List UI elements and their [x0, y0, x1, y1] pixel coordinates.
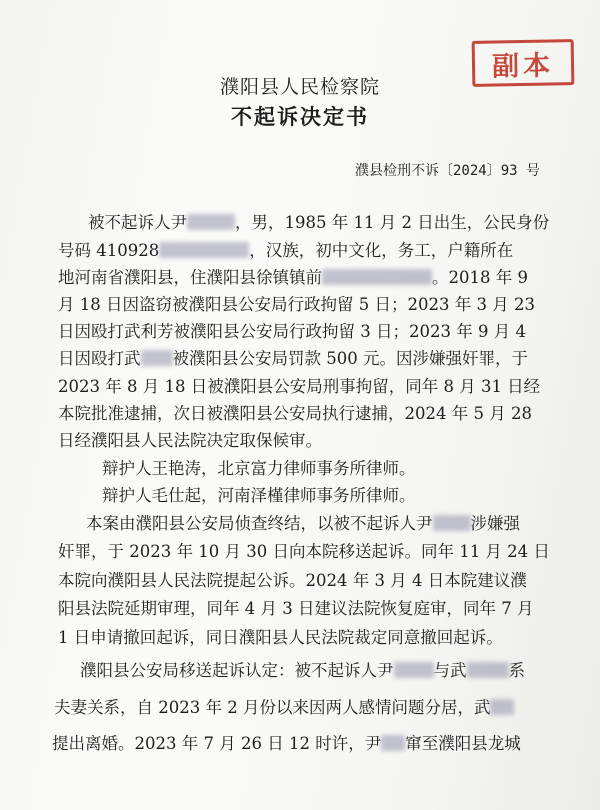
body-line: 地河南省濮阳县，住濮阳县徐镇镇前 。2018 年 9	[58, 268, 528, 287]
redaction	[322, 269, 432, 285]
body-line: 奸罪，于 2023 年 10 月 30 日向本院移送起诉。同年 11 月 24 日	[58, 542, 550, 561]
redaction	[433, 515, 471, 531]
redaction	[141, 350, 173, 366]
body-line: 日因殴打武 被濮阳县公安局罚款 500 元。因涉嫌强奸罪，于	[58, 349, 528, 368]
body-line: 本院批准逮捕，次日被濮阳县公安局执行逮捕，2024 年 5 月 28	[58, 404, 532, 423]
body-line: 2023 年 8 月 18 日被濮阳县公安局刑事拘留，同年 8 月 31 日经	[58, 377, 541, 396]
body-line: 濮阳县公安局移送起诉认定：被不起诉人尹 与武 系	[80, 661, 525, 680]
body-line: 被不起诉人尹 ，男，1985 年 11 月 2 日出生，公民身份	[88, 213, 550, 232]
redaction	[381, 735, 405, 751]
defender-line: 辩护人毛仕起，河南泽槿律师事务所律师。	[102, 486, 416, 505]
redaction	[467, 662, 509, 678]
body-line: 阳县法院延期审理，同年 4 月 3 日建议法院恢复庭审，同年 7 月	[58, 599, 534, 618]
body-line: 日经濮阳县人民法院决定取保候审。	[58, 431, 322, 450]
body-line: 日因殴打武利芳被濮阳县公安局行政拘留 3 日；2023 年 9 月 4	[58, 322, 526, 341]
defender-line: 辩护人王艳涛，北京富力律师事务所律师。	[102, 459, 416, 478]
body-line: 1 日申请撤回起诉，同日濮阳县人民法院裁定同意撤回起诉。	[58, 628, 503, 647]
body-line: 月 18 日因盗窃被濮阳县公安局行政拘留 5 日；2023 年 3 月 23	[58, 295, 535, 314]
body-line: 夫妻关系，自 2023 年 2 月份以来因两人感情问题分居，武	[54, 697, 514, 719]
redaction	[187, 214, 235, 230]
issuing-organization: 濮阳县人民检察院	[219, 76, 380, 98]
body-line: 本院向濮阳县人民法院提起公诉。2024 年 3 月 4 日本院建议濮	[58, 571, 527, 590]
document-title: 不起诉决定书	[231, 104, 369, 129]
body-line: 号码 410928 ，汉族，初中文化，务工，户籍所在	[58, 241, 514, 260]
document-number: 濮县检刑不诉〔2024〕93 号	[354, 163, 540, 179]
copy-stamp: 副本	[472, 39, 575, 87]
body-line: 提出离婚。2023 年 7 月 26 日 12 时许，尹 窜至濮阳县龙城	[52, 734, 521, 753]
redaction	[159, 242, 249, 258]
redaction	[490, 699, 514, 715]
body-line: 本案由濮阳县公安局侦查终结，以被不起诉人尹 涉嫌强	[86, 514, 520, 533]
redaction	[394, 662, 434, 678]
